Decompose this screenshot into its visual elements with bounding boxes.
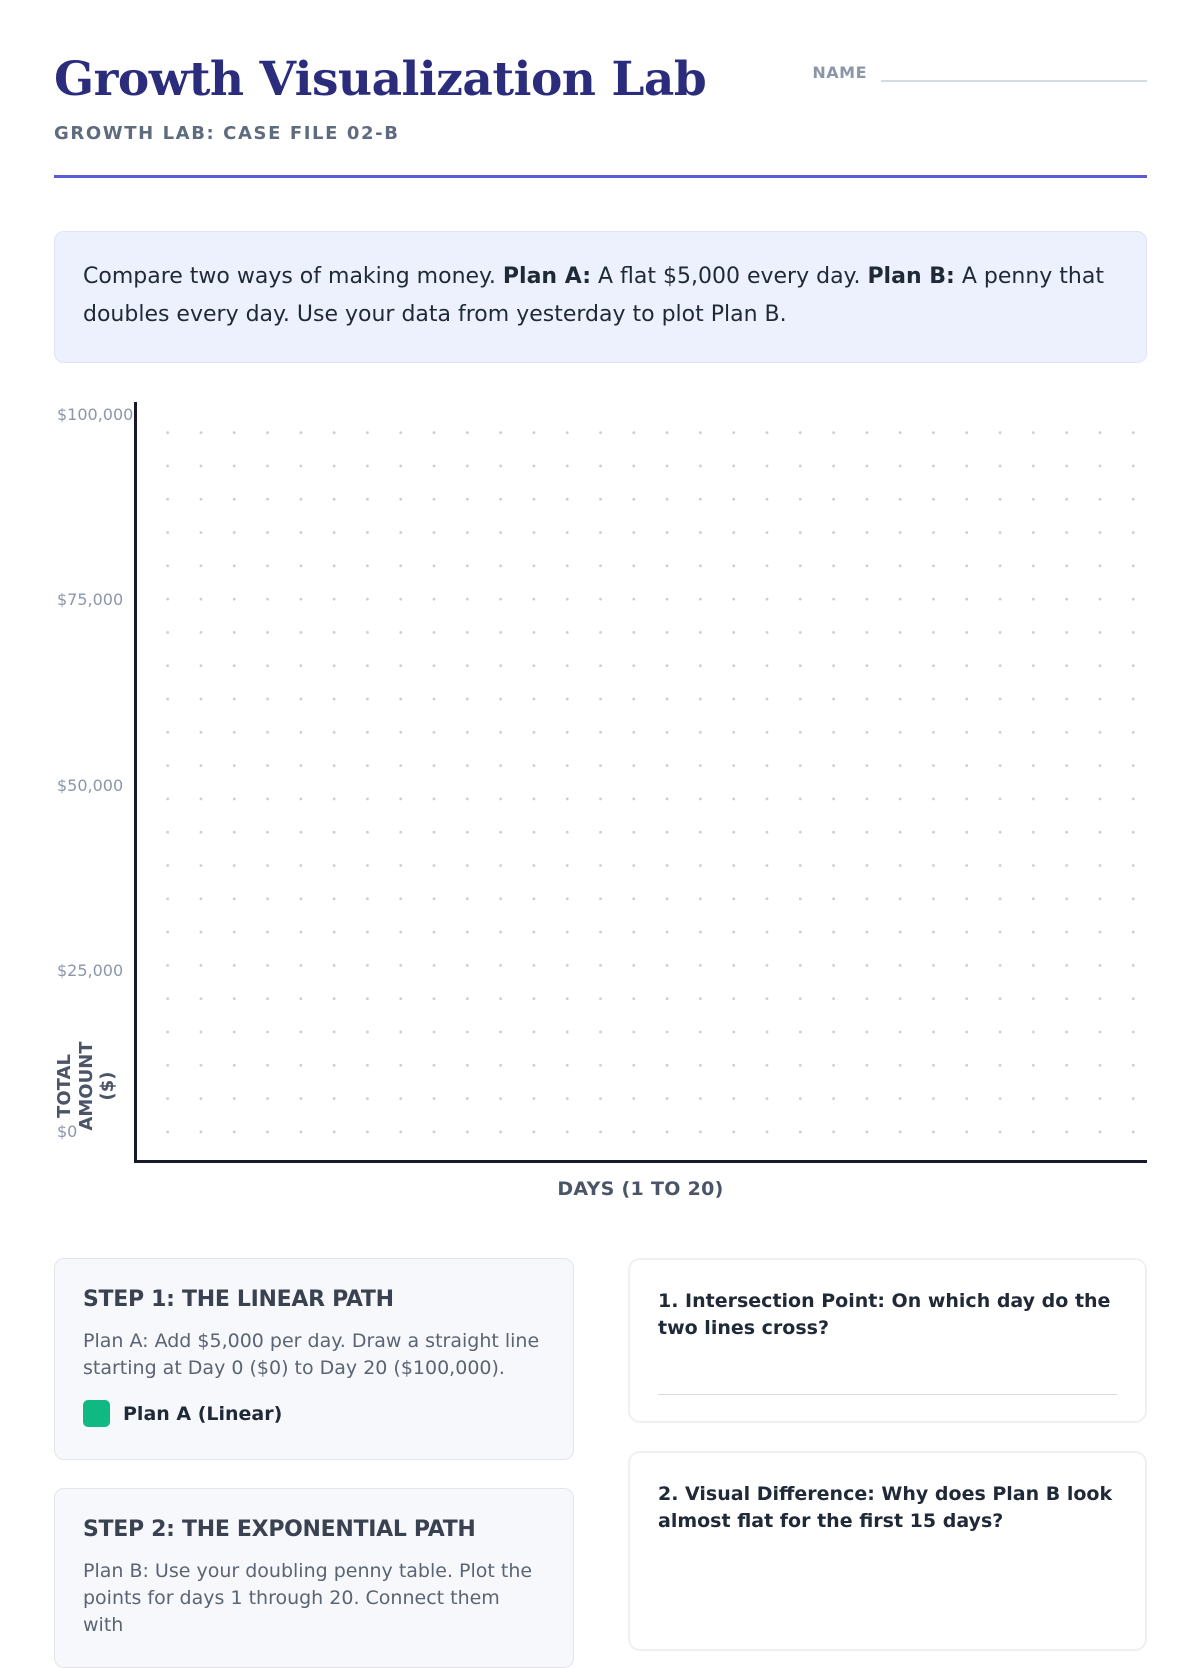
question-1-card [628, 1258, 1147, 1423]
step2-text: Plan B: Use your doubling penny table. Plot the points for days 1 through 20. Connect them with [83, 1560, 533, 1636]
x-axis-label: DAYS (1 TO 20) [557, 1178, 724, 1200]
question-2-text: 2. Visual Difference: Why does Plan B look almost flat for the first 15 days? [658, 1483, 1113, 1532]
y-tick-label: $50,000 [57, 776, 124, 795]
step1-card [54, 1258, 574, 1460]
page-subtitle: GROWTH LAB: CASE FILE 02-B [54, 123, 400, 144]
plot-grid[interactable] [134, 402, 1147, 1163]
page-title: Growth Visualization Lab [54, 52, 707, 107]
y-tick-label: $75,000 [57, 590, 124, 609]
y-axis-label: TOTAL AMOUNT ($) [54, 1041, 119, 1131]
plan-a-swatch [83, 1400, 110, 1427]
y-tick-label: $25,000 [57, 961, 124, 980]
step1-title: STEP 1: THE LINEAR PATH [83, 1287, 394, 1312]
name-input-line[interactable] [881, 60, 1147, 82]
answer-line[interactable] [658, 1394, 1117, 1395]
y-tick-label: $0 [57, 1122, 78, 1141]
graph-area [54, 402, 1147, 1202]
plan-b-label: Plan B: [867, 264, 955, 289]
step1-text: Plan A: Add $5,000 per day. Draw a straight line starting at Day 0 ($0) to Day 20 ($100,000). [83, 1330, 540, 1379]
name-field [812, 60, 1147, 82]
question-1-text: 1. Intersection Point: On which day do the two lines cross? [658, 1290, 1111, 1339]
plan-b-text: A penny that doubles every day. Use your data from yesterday to plot Plan B. [83, 264, 1104, 327]
step2-title: STEP 2: THE EXPONENTIAL PATH [83, 1517, 476, 1542]
question-2-card [628, 1451, 1147, 1651]
intro-box [54, 231, 1147, 363]
intro-text: Compare two ways of making money. [83, 264, 503, 289]
worksheet-header [54, 52, 1147, 178]
plan-a-legend-label: Plan A (Linear) [123, 1402, 283, 1425]
plan-a-legend [83, 1400, 545, 1427]
plan-a-label: Plan A: [502, 264, 591, 289]
step2-card [54, 1488, 574, 1668]
y-tick-label: $100,000 [57, 405, 134, 424]
name-label: NAME [812, 63, 867, 82]
plan-a-text: A flat $5,000 every day. [591, 264, 868, 289]
